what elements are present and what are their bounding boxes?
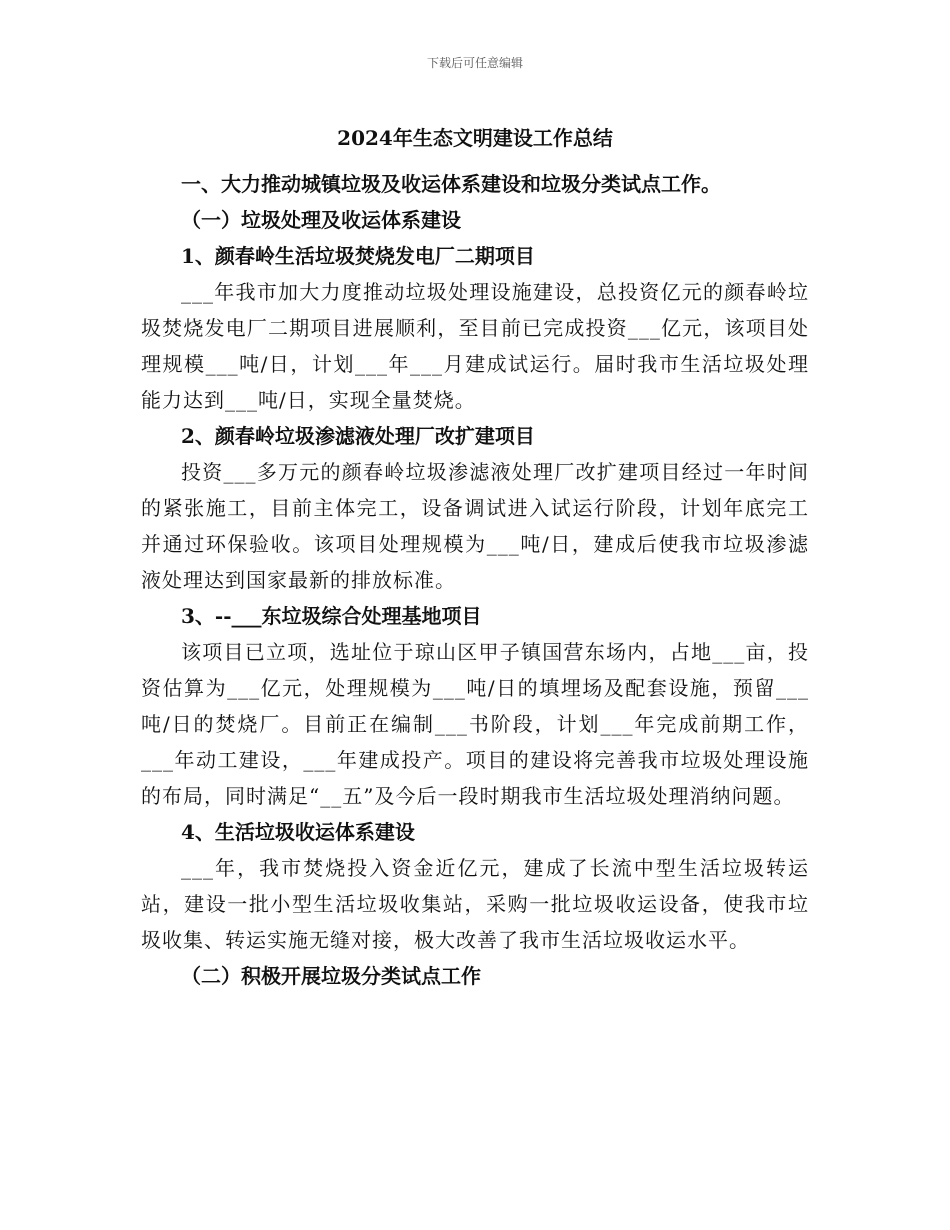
subsection-heading-2: （二）积极开展垃圾分类试点工作: [181, 964, 481, 988]
subsection-heading-1: （一）垃圾处理及收运体系建设: [181, 208, 461, 232]
document-body: [141, 118, 809, 994]
item-paragraph-1: ___年我市加大力度推动垃圾处理设施建设，总投资亿元的颜春岭垃圾焚烧发电厂二期项目进展顺利，至目前已完成投资___亿元，该项目处理规模___吨/日，计划___年___月建成试运行。届时我市生活垃圾处理能力达到___吨/日，实现全量焚烧。: [141, 280, 809, 412]
section-heading-1: 一、大力推动城镇垃圾及收运体系建设和垃圾分类试点工作。: [181, 172, 721, 196]
document-title: 2024年生态文明建设工作总结: [337, 126, 613, 150]
item-paragraph-2: 投资___多万元的颜春岭垃圾渗滤液处理厂改扩建项目经过一年时间的紧张施工，目前主体完工，设备调试进入试运行阶段，计划年底完工并通过环保验收。该项目处理规模为___吨/日，建成后使我市垃圾渗滤液处理达到国家最新的排放标准。: [141, 460, 809, 592]
item-heading-3: 3、--___东垃圾综合处理基地项目: [181, 604, 482, 628]
header-note: 下载后可任意编辑: [426, 56, 523, 70]
item-paragraph-3: 该项目已立项，选址位于琼山区甲子镇国营东场内，占地___亩，投资估算为___亿元，处理规模为___吨/日的填埋场及配套设施，预留___吨/日的焚烧厂。目前正在编制___书阶段，计划___年完成前期工作，___年动工建设，___年建成投产。项目的建设将完善我市垃圾处理设施的布局，同时满足“__五”及今后一段时期我市生活垃圾处理消纳问题。: [141, 640, 809, 808]
item-heading-4: 4、生活垃圾收运体系建设: [181, 820, 415, 844]
item-heading-1: 1、颜春岭生活垃圾焚烧发电厂二期项目: [181, 244, 535, 268]
item-heading-2: 2、颜春岭垃圾渗滤液处理厂改扩建项目: [181, 424, 535, 448]
item-paragraph-4: ___年，我市焚烧投入资金近亿元，建成了长流中型生活垃圾转运站，建设一批小型生活垃圾收集站，采购一批垃圾收运设备，使我市垃圾收集、转运实施无缝对接，极大改善了我市生活垃圾收运水平。: [141, 856, 809, 952]
